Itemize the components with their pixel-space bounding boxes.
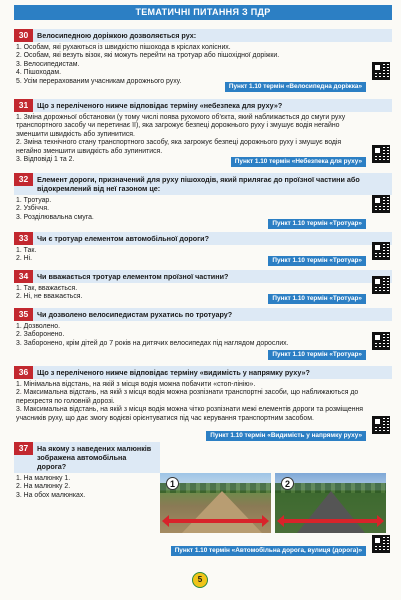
answer-option[interactable]: 1. Так. <box>16 247 37 254</box>
answer-option[interactable]: 3. Максимальна відстань, на якій з місця водія можна чітко розпізнати межі елементів дороги та розміщення учасників руху, що дає змогу водієві орієнтуватися під час керування транспортним засобом. <box>16 406 364 422</box>
qr-code-icon[interactable] <box>372 535 390 553</box>
question-number: 34 <box>14 270 33 283</box>
answer-option[interactable]: 1. Мінімальна відстань, на якій з місця водія можна побачити «стоп-лінію». <box>16 381 256 388</box>
rule-reference: Пункт 1.10 термін «Тротуар» <box>268 350 366 360</box>
picture-number: 1 <box>166 477 179 490</box>
answer-option[interactable]: 2. На малюнку 2. <box>16 483 71 491</box>
qr-code-icon[interactable] <box>372 195 390 213</box>
page-number: 5 <box>192 572 208 588</box>
answer-option[interactable]: 3. Заборонено, крім дітей до 7 років на дитячих велосипедах під наглядом дорослих. <box>16 339 289 347</box>
question-number: 30 <box>14 29 33 42</box>
answer-option[interactable]: 2. Узбіччя. <box>16 205 50 213</box>
answer-list <box>14 323 392 348</box>
answer-option[interactable]: 1. Так, вважається. <box>16 285 78 292</box>
illustrations <box>160 473 386 533</box>
answer-option[interactable]: 2. Зміна технічного стану транспортного засобу, яка загрожує безпеці дорожнього руху і змушує водія негайно зменшити швидкість або зупинитися. <box>16 139 342 155</box>
answer-list <box>14 381 392 423</box>
question-text: Елемент дороги, призначений для руху пішоходів, який прилягає до проїзної частини або відокремлений від неї газоном це: <box>37 175 360 193</box>
question-number: 33 <box>14 232 33 245</box>
question-text: Велосипедною доріжкою дозволяється рух: <box>37 31 197 40</box>
qr-code-icon[interactable] <box>372 416 390 434</box>
answer-option[interactable]: 4. Пішоходам. <box>16 69 61 77</box>
answer-option[interactable]: 3. Відповіді 1 та 2. <box>16 156 75 164</box>
answer-option[interactable]: 3. Розділювальна смуга. <box>16 213 94 221</box>
question-number: 36 <box>14 366 33 379</box>
question-34 <box>14 270 392 302</box>
rule-reference: Пункт 1.10 термін «Велосипедна доріжка» <box>225 82 366 92</box>
question-number: 32 <box>14 173 33 186</box>
qr-code-icon[interactable] <box>372 276 390 294</box>
answer-option[interactable]: 3. На обох малюнках. <box>16 491 86 499</box>
qr-code-icon[interactable] <box>372 145 390 163</box>
question-number: 37 <box>14 442 33 455</box>
answer-option[interactable]: 5. Усім перерахованим учасникам дорожнього руху. <box>16 77 182 85</box>
answer-option[interactable]: 2. Максимальна відстань, на якій з місця водія можна розпізнати транспортні засоби, що наближаються до перехрестя по головній дорозі. <box>16 389 359 405</box>
picture-1 <box>160 473 271 533</box>
rule-reference: Пункт 1.10 термін «Видимість у напрямку руху» <box>206 431 366 441</box>
picture-2 <box>275 473 386 533</box>
question-text: Чи є тротуар елементом автомобільної дороги? <box>37 234 209 243</box>
answer-option[interactable]: 2. Ні. <box>16 255 33 263</box>
question-30 <box>14 29 392 90</box>
question-text: Що з переліченого нижче відповідає терміну «видимість у напрямку руху»? <box>37 368 310 377</box>
question-35 <box>14 308 392 358</box>
answer-option[interactable]: 1. Особам, які рухаються із швидкістю пішохода в кріслах колісних. <box>16 44 231 51</box>
answer-option[interactable]: 1. Дозволено. <box>16 323 60 330</box>
answer-option[interactable]: 2. Особам, які везуть візок, які можуть перейти на тротуар або пішохідної доріжки. <box>16 52 280 60</box>
page-title: ТЕМАТИЧНІ ПИТАННЯ З ПДР <box>14 5 392 20</box>
double-arrow-icon <box>168 519 263 523</box>
qr-code-icon[interactable] <box>372 242 390 260</box>
question-text: Чи дозволено велосипедистам рухатись по тротуару? <box>37 310 233 319</box>
rule-reference: Пункт 1.10 термін «Тротуар» <box>268 256 366 266</box>
qr-code-icon[interactable] <box>372 332 390 350</box>
answer-option[interactable]: 1. На малюнку 1. <box>16 475 71 482</box>
answer-option[interactable]: 2. Заборонено. <box>16 331 65 339</box>
question-text: Що з переліченого нижче відповідає терміну «небезпека для руху»? <box>37 101 283 110</box>
picture-number: 2 <box>281 477 294 490</box>
question-33 <box>14 232 392 264</box>
answer-option[interactable]: 2. Ні, не вважається. <box>16 293 83 301</box>
question-number: 35 <box>14 308 33 321</box>
qr-code-icon[interactable] <box>372 62 390 80</box>
question-text: На якому з наведених малюнків зображена автомобільна дорога? <box>37 444 152 471</box>
rule-reference: Пункт 1.10 термін «Автомобільна дорога, вулиця (дорога)» <box>171 546 366 556</box>
question-32 <box>14 173 392 227</box>
rule-reference: Пункт 1.10 термін «Небезпека для руху» <box>231 157 366 167</box>
double-arrow-icon <box>283 519 378 523</box>
rule-reference: Пункт 1.10 термін «Тротуар» <box>268 294 366 304</box>
question-31 <box>14 99 392 164</box>
answer-list <box>14 44 392 86</box>
question-text: Чи вважається тротуар елементом проїзної частини? <box>37 272 229 281</box>
answer-option[interactable]: 1. Тротуар. <box>16 197 52 204</box>
answer-option[interactable]: 3. Велосипедистам. <box>16 60 80 68</box>
question-number: 31 <box>14 99 33 112</box>
answer-option[interactable]: 1. Зміна дорожньої обстановки (у тому числі поява рухомого об'єкта, який наближається до смуги руху транспортного засобу чи перетинає її), яка загрожує безпеці дорожнього руху і змушує водія негайно зменшити швидкість або зупинитися. <box>16 114 346 138</box>
rule-reference: Пункт 1.10 термін «Тротуар» <box>268 219 366 229</box>
question-36 <box>14 366 392 439</box>
